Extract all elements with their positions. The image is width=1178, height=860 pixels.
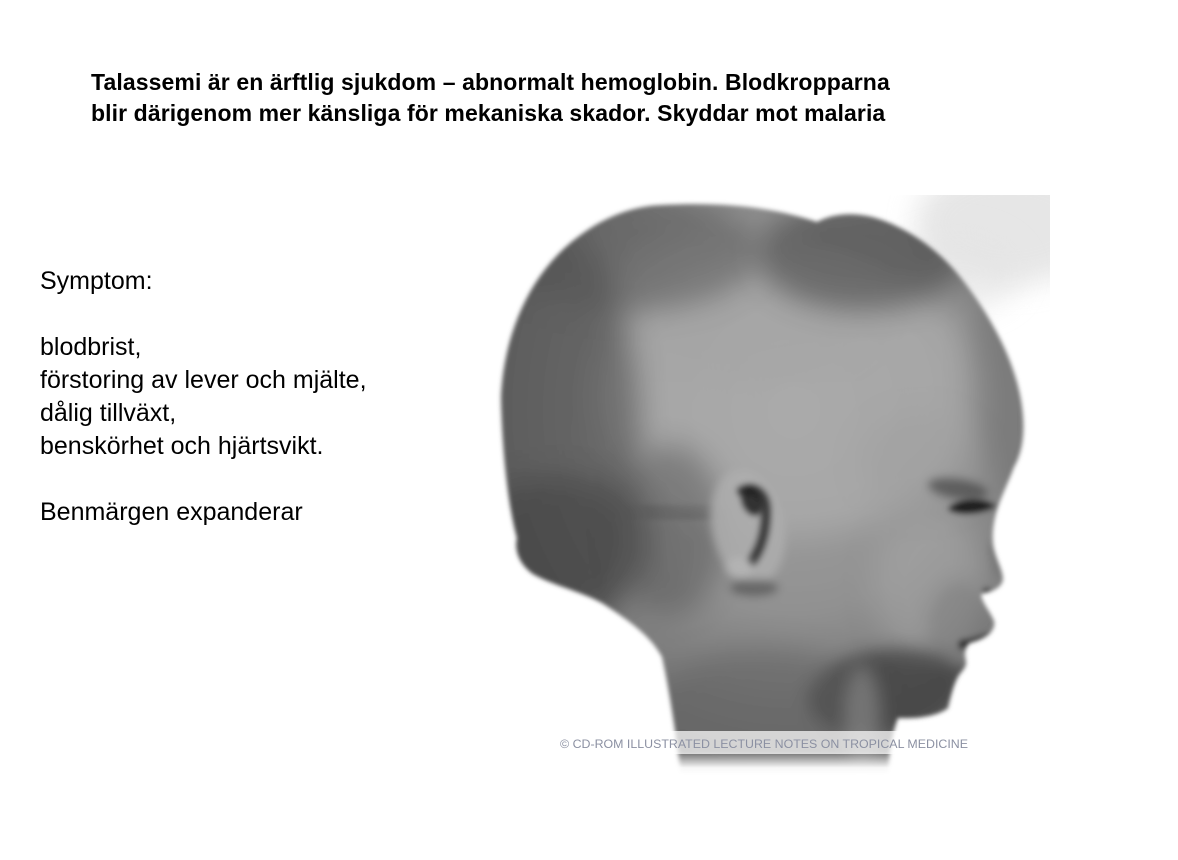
photo-caption: © CD-ROM ILLUSTRATED LECTURE NOTES ON TROPICAL MEDICINE [560,739,969,751]
title-line-1: Talassemi är en ärftlig sjukdom – abnormalt hemoglobin. Blodkropparna [91,69,890,95]
blank-line [40,463,367,496]
blank-line [40,298,367,331]
title-line-2: blir därigenom mer känsliga för mekaniska skador. Skyddar mot malaria [91,100,886,126]
symptom-line: förstoring av lever och mjälte, [40,366,367,394]
symptom-line: dålig tillväxt, [40,399,177,427]
symptom-line: benskörhet och hjärtsvikt. [40,432,324,460]
symptom-list [40,265,367,529]
symptoms-footnote: Benmärgen expanderar [40,498,303,526]
caption-band [536,731,1010,754]
symptoms-heading: Symptom: [40,267,153,295]
patient-photo [490,195,1050,775]
child-head-profile-illustration [490,195,1050,775]
photo-bottom-fade [490,751,1050,775]
slide-title [91,67,890,129]
symptom-line: blodbrist, [40,333,142,361]
